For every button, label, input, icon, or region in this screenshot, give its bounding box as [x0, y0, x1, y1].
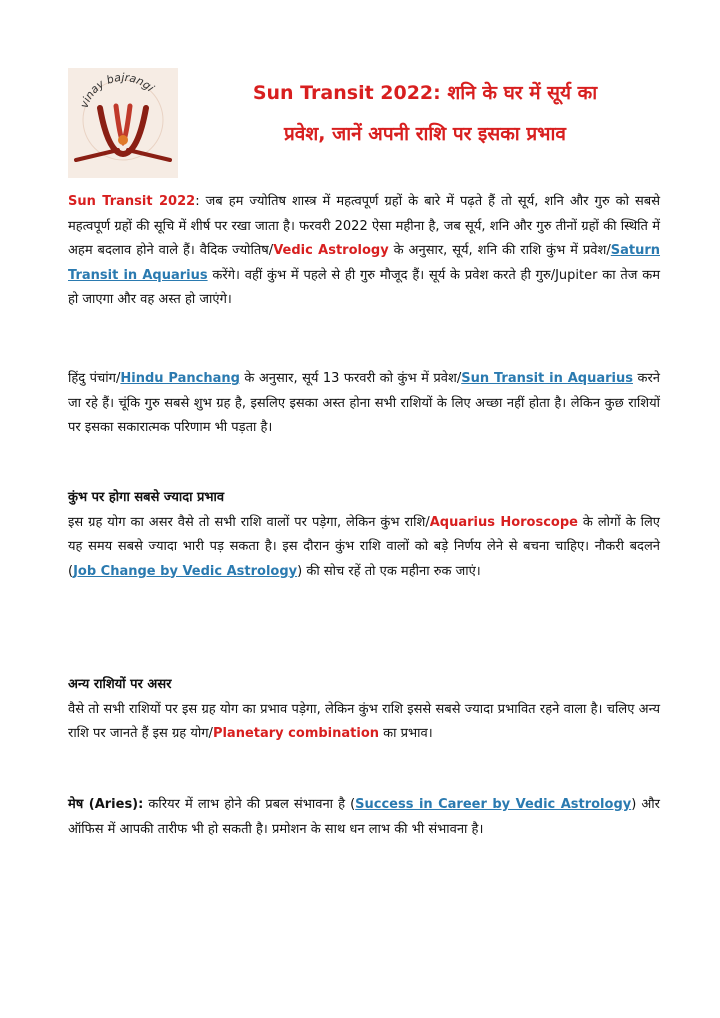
lead-sun-transit: Sun Transit 2022: [68, 194, 196, 209]
s3-text-2: ) और ऑफिस में आपकी तारीफ भी हो सकती है। प्रमोशन के साथ धन लाभ की भी संभावना है।: [68, 797, 660, 837]
aquarius-horoscope-term: Aquarius Horoscope: [429, 514, 578, 530]
s2-text-2: का प्रभाव।: [379, 726, 433, 741]
career-success-link[interactable]: Success in Career by Vedic Astrology: [355, 797, 632, 812]
vedic-astrology-term: Vedic Astrology: [273, 243, 389, 258]
saturn-transit-link[interactable]: Saturn Transit in Aquarius: [68, 243, 661, 283]
p2-text-3: करने जा रहे हैं। चूंकि गुरु सबसे शुभ ग्रह है, इसलिए इसका अस्त होना सभी राशियों के लिए अच्छा नहीं होता है। लेकिन कुछ राशियों पर इसका सकारात्मक परिणाम भी पड़ता है।: [68, 371, 660, 435]
logo-text: vinay bajrangi: [77, 70, 157, 110]
p1-text-1: : जब हम ज्योतिष शास्त्र में महत्वपूर्ण ग्रहों के बारे में पढ़ते हैं तो सूर्य, शनि और गुरु को सबसे महत्वपूर्ण ग्रहों की सूचि में शीर्ष पर रखा जाता है। फरवरी 2022 ऐसा महीना है, जब सूर्य, शनि और गुरु तीनों ग्रहों की स्थिति में अहम बदलाव होने वाले हैं। वैदिक ज्योतिष/: [68, 194, 660, 258]
s1-text-3: ) की सोच रहें तो एक महीना रुक जाएं।: [297, 563, 481, 579]
page-title: [190, 80, 660, 144]
brand-logo: [68, 68, 178, 178]
planetary-combination-term: Planetary combination: [212, 726, 380, 741]
title-line-2: प्रवेश, जानें अपनी राशि पर इसका प्रभाव: [284, 123, 566, 145]
other-signs-heading: अन्य राशियों पर असर: [68, 677, 172, 692]
p1-text-2: के अनुसार, सूर्य, शनि की राशि कुंभ में प्रवेश/: [388, 243, 611, 258]
logo-mark-icon: [68, 68, 178, 178]
aries-section: [68, 793, 660, 842]
sun-transit-link[interactable]: Sun Transit in Aquarius: [461, 371, 633, 386]
panchang-paragraph: [68, 367, 660, 441]
p1-text-3: करेंगे। वहीं कुंभ में पहले से ही गुरु मौजूद हैं। सूर्य के प्रवेश करते ही गुरु/Jupiter का तेज कम हो जाएगा और वह अस्त हो जाएंगे।: [68, 267, 660, 307]
other-signs-section: [68, 673, 660, 747]
p2-text-2: के अनुसार, सूर्य 13 फरवरी को कुंभ में प्रवेश/: [239, 371, 462, 386]
p2-text-1: हिंदु पंचांग/: [68, 371, 121, 386]
hindu-panchang-link[interactable]: Hindu Panchang: [120, 371, 240, 386]
intro-paragraph: [68, 190, 660, 313]
job-change-link[interactable]: Job Change by Vedic Astrology: [73, 563, 298, 579]
s3-text-1: करियर में लाभ होने की प्रबल संभावना है (: [143, 797, 356, 812]
title-line-1: Sun Transit 2022: शनि के घर में सूर्य का: [252, 82, 598, 104]
s1-text-2: के लोगों के लिए यह समय सबसे ज्यादा भारी पड़ सकता है। इस दौरान कुंभ राशि वालों को बड़े निर्णय लेने से बचना चाहिए। नौकरी बदलने (: [68, 514, 660, 579]
s1-text-1: इस ग्रह योग का असर वैसे तो सभी राशि वालों पर पड़ेगा, लेकिन कुंभ राशि/: [68, 514, 430, 530]
aries-lead: मेष (Aries):: [68, 797, 144, 812]
aquarius-heading: कुंभ पर होगा सबसे ज्यादा प्रभाव: [68, 490, 225, 505]
aquarius-section: [68, 486, 660, 584]
s2-text-1: वैसे तो सभी राशियों पर इस ग्रह योग का प्रभाव पड़ेगा, लेकिन कुंभ राशि इससे सबसे ज्यादा प्रभावित रहने वाला है। चलिए अन्य राशि पर जानते हैं इस ग्रह योग/: [68, 701, 660, 741]
